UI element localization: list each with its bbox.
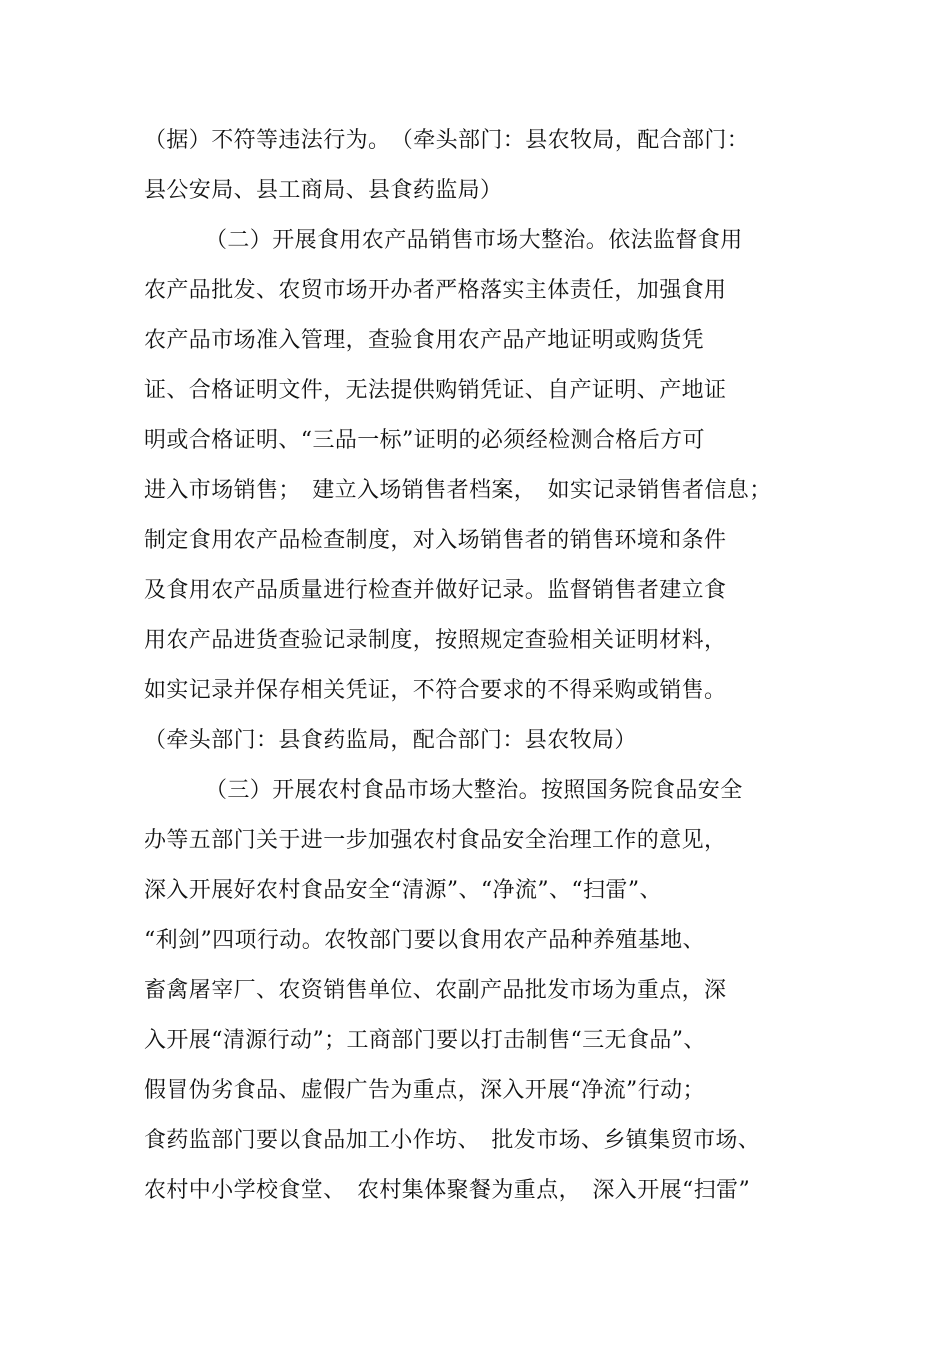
text-line: 明或合格证明、“三品一标”证明的必须经检测合格后方可 <box>144 428 705 453</box>
text-line: （牵头部门：县食药监局，配合部门：县农牧局） <box>144 728 637 753</box>
text-line: “利剑”四项行动。农牧部门要以食用农产品种养殖基地、 <box>144 928 705 953</box>
text-line: 食药监部门要以食品加工小作坊、 批发市场、乡镇集贸市场、 <box>144 1128 761 1153</box>
text-line: 制定食用农产品检查制度，对入场销售者的销售环境和条件 <box>144 528 727 553</box>
text-line: 用农产品进货查验记录制度，按照规定查验相关证明材料， <box>144 628 727 653</box>
text-line: 进入市场销售； 建立入场销售者档案， 如实记录销售者信息； <box>144 478 772 503</box>
text-line: 农村中小学校食堂、 农村集体聚餐为重点， 深入开展“扫雷” <box>144 1178 751 1203</box>
text-line: 证、合格证明文件，无法提供购销凭证、自产证明、产地证 <box>144 378 727 403</box>
text-line: （三）开展农村食品市场大整治。按照国务院食品安全 <box>205 778 743 803</box>
text-line: 假冒伪劣食品、虚假广告为重点，深入开展“净流”行动； <box>144 1078 705 1103</box>
text-line: 入开展“清源行动”；工商部门要以打击制售“三无食品”、 <box>144 1028 706 1053</box>
text-line: 及食用农产品质量进行检查并做好记录。监督销售者建立食 <box>144 578 727 603</box>
text-line: 农产品市场准入管理，查验食用农产品产地证明或购货凭 <box>144 328 705 353</box>
text-line: （二）开展食用农产品销售市场大整治。依法监督食用 <box>205 228 743 253</box>
text-line: 农产品批发、农贸市场开办者严格落实主体责任，加强食用 <box>144 278 727 303</box>
text-line: 如实记录并保存相关凭证，不符合要求的不得采购或销售。 <box>144 678 727 703</box>
text-line: 县公安局、县工商局、县食药监局） <box>144 178 503 203</box>
text-line: 深入开展好农村食品安全“清源”、“净流”、“扫雷”、 <box>144 878 662 903</box>
text-line: 畜禽屠宰厂、农资销售单位、农副产品批发市场为重点，深 <box>144 978 727 1003</box>
text-line: 办等五部门关于进一步加强农村食品安全治理工作的意见， <box>144 828 727 853</box>
text-line: （据）不符等违法行为。 （牵头部门：县农牧局，配合部门： <box>144 128 750 153</box>
